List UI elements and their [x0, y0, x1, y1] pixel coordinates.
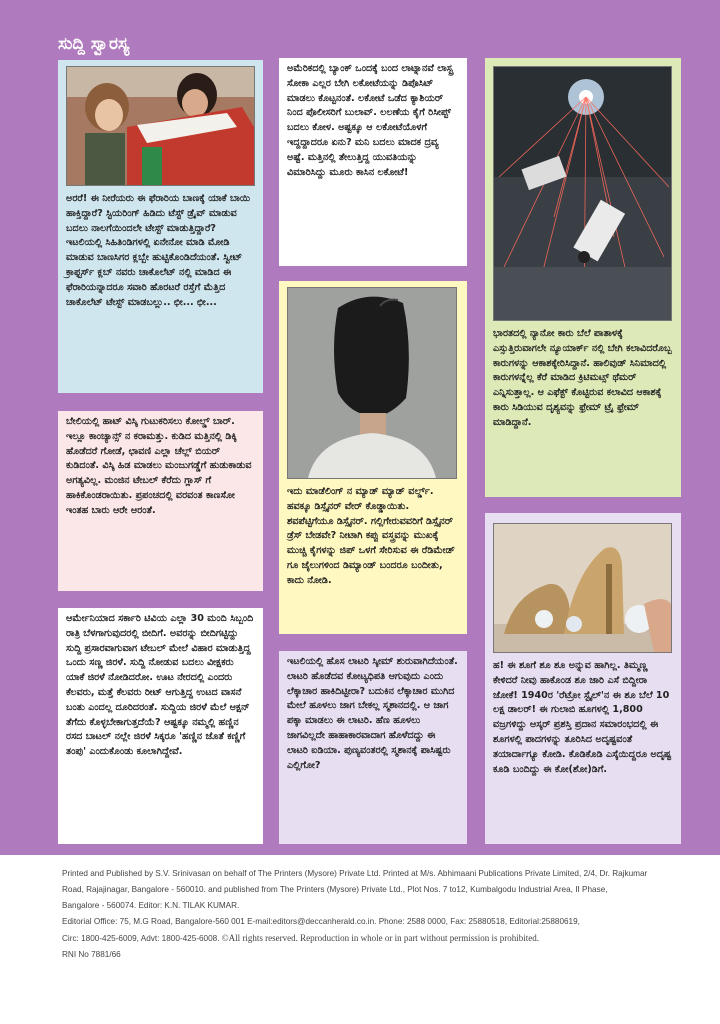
exploding-cars-photo — [493, 66, 672, 321]
imprint-footer — [62, 866, 662, 963]
diamond-shoes-photo — [493, 523, 672, 653]
story-ferrari-text: ಅರರೆ! ಈ ನೀರೆಯರು ಈ ಫೆರಾರಿಯ ಬಾಣಕ್ಕೆ ಯಾಕೆ ಬಾಯಿ ಹಾಕ್ತಿದ್ದಾರೆ? ಸ್ಟಿಯರಿಂಗ್ ಹಿಡಿದು ಟೆಸ್ಟ್ ಡ್ರೈವ್ ಮಾಡುವ ಬದಲು ನಾಲಗೆಯಿಂದಲೇ ಟೇಸ್ಟ್ ಮಾಡುತ್ತಿದ್ದಾರೆ? ಇಟಲಿಯಲ್ಲಿ ಸಿಹಿತಿಂಡಿಗಳಲ್ಲಿ ಏನೇನೋ ಮಾಡಿ ಮೋಡಿ ಮಾಡುವ ಬಾಣಸಿಗರ ಕ್ಲಬ್ಬೇ ಹುಟ್ಟಿಕೊಂಡಿದೆಯಂತೆ. ಸ್ವೀಟ್ ಕ್ರಾಫ್ಟರ್ಸ್ ಕ್ಲಬ್ ನವರು ಚಾಕೊಲೆಟ್ ನಲ್ಲಿ ಮಾಡಿದ ಈ ಫೆರಾರಿಯನ್ನಾದರೂ ಸವಾರಿ ಹೊರಟರೆ ರಸ್ತೆಗೆ ಮೆತ್ತಿದ ಚಾಕೊಲೆಟ್ ಟೇಸ್ಟ್ ಮಾಡಬಲ್ಲು.. ಛೀ... ಛೀ... — [66, 193, 251, 308]
story-ferrari-box — [58, 60, 263, 393]
story-icebar-text: ಬೇಲಿಯಲ್ಲಿ ಹಾಟ್ ವಿಸ್ಕಿ ಗುಟುಕರಿಸಲು ಕೋಲ್ಡ್ ಬಾರ್. ಇಲ್ಲೂ ಕಾಂಚ್ಯಾನ್ಸ್ ನ ಕರಾಮತ್ತು. ಕುಡಿದ ಮತ್ತಿನಲ್ಲಿ ಡಿಕ್ಕಿ ಹೊಡೆದರೆ ಗೋಡೆ, ಛಾವಣಿ ಎಲ್ಲಾ ಚೆಲ್ಲ್ ಬಿಯರ್ ಕುಡಿದಂತೆ. ವಿಸ್ಕಿ ಹಿಡ ಮಾಡಲು ಮಂಜುಗಡ್ಡೆಗೆ ಹುಡುಕಾಡುವ ಅಗತ್ಯವಿಲ್ಲ. ಮಂಜಿನ ಟೇಬಲ್ ಕೆರೆದು ಗ್ಲಾಸ್ ಗೆ ಹಾಕಿಕೊಂಡರಾಯಿತು. ಪ್ರಪಂಚದಲ್ಲಿ ವರವಂತ ಕಾಣಸೋ ಇಂತಹ ಬಾರು ಆರೇ ಆರಂತೆ. — [66, 416, 252, 516]
story-hood-box — [279, 281, 467, 634]
story-cockroach-text: ಆರ್ಮೇನಿಯಾದ ಸರ್ಕಾರಿ ಟಿವಿಯ ಎಲ್ಲಾ 30 ಮಂದಿ ಸಿಬ್ಬಂದಿ ರಾತ್ರಿ ಬೆಳಗಾಗುವುದರಲ್ಲಿ ಬೀದಿಗೆ. ಅವರನ್ನು ಬೀದಿಗಟ್ಟಿದ್ದು ಸುದ್ದಿ ಪ್ರಸಾರವಾಗುವಾಗ ಟೇಬಲ್ ಮೇಲೆ ವಿಹಾರ ಮಾಡುತ್ತಿದ್ದ ಒಂದು ಸಣ್ಣ ಜಿರಳೆ. ಸುದ್ದಿ ನೋಡುವ ಬದಲು ವೀಕ್ಷಕರು ಯಾಕೆ ಜಿರಳೆ ನೋಡಿದರೋ. ಊಟ ನೇರದಲ್ಲಿ ಎಂದರು ಕೆಲವರು, ಮತ್ತೆ ಕೆಲವರು ರೀಟ್ ಆಗುತ್ತಿದ್ದ ಉಟದ ವಾಸನೆ ಬಂತು ಎಂದಲ್ಲ ದೂರಿದರಂತೆ. ಸುದ್ದಿಯ ಜಿರಳೆ ಮೆಲೆ ಆಕ್ಷನ್ ತೆಗೆದು ಕೊಳ್ಳಬೇಕಾಗುತ್ತದೆಯೆ? ಆಷ್ಟಕ್ಕೂ ನಮ್ಮಲ್ಲಿ ಹಣ್ಣಿನ ರಸದ ಬಾಟಲ್ ನಲ್ಲೇ ಜಿರಳೆ ಸಿಕ್ಕರೂ 'ಹಣ್ಣಿನ ಜೊತೆ ಕಣ್ಣಿಗೆ ತಂಪು' ಎಂದುಕೊಂಡು ಕೂಲಾಗಿದ್ದೇವೆ. — [66, 613, 254, 758]
copyright-notice: ©All rights reserved. Reproduction in whole or in part without permission is prohibited. — [221, 933, 540, 943]
imprint-contacts: Circ: 1800-425-6009, Advt: 1800-425-6008. — [62, 934, 222, 943]
story-cockroach-box — [58, 608, 263, 844]
story-icebar-box — [58, 411, 263, 591]
girls-chocolate-car-photo — [66, 66, 255, 186]
imprint-line-1: Printed and Published by S.V. Srinivasan on behalf of The Printers (Mysore) Private Ltd. Printed at M/s. Abhimaani Publications Private Limited, 2/4, Dr. Rajkumar — [62, 869, 648, 878]
story-cars-box — [485, 58, 681, 497]
story-hood-text: ಇದು ಮಾಡೆಲಿಂಗ್ ನ ಮ್ಯಾಡ್ ಮ್ಯಾಡ್ ವರ್ಲ್ಡ್. ಹವಕ್ಕೂ ಡಿಸ್ಸೈನರ್ ವೇರ್ ಕೊಡ್ಡಾಯಿತು. ಶವಪೆಟ್ಟಿಗೆಯೂ ಡಿಸ್ಸೈನರ್. ಗಲ್ಲಿಗೇರುವವರಿಗೆ ಡಿಸ್ಸೈನರ್ ಡ್ರೆಸ್ ಬೇಡವೇ? ನೀಟಾಗಿ ಕಪ್ಪು ವಸ್ತ್ರವನ್ನು ಮುಖಕ್ಕೆ ಮುಚ್ಚಿ ಕೈಗಳನ್ನು ಜಿಪ್ ಒಳಗೆ ಸೇರಿಸುವ ಈ ರೆಡಿಮೇಡ್ ಗೂ ಜೈಲುಗಳಿಂದ ಡಿಮ್ಯಾಂಡ್ ಬಂದರೂ ಬಂದೀತು, ಕಾದು ನೋಡಿ. — [287, 486, 455, 586]
story-lottery-box — [279, 651, 467, 844]
imprint-line-3: Bangalore - 560074. Editor: K.N. TILAK KUMAR. — [62, 901, 240, 910]
imprint-line-2: Road, Rajajinagar, Bangalore - 560010. and published from The Printers (Mysore) Private Ltd., Plot Nos. 7 to12, Kumbalgodu Industrial Area, II Phase, — [62, 885, 608, 894]
imprint-line-5 — [62, 930, 662, 947]
story-shoes-text: ಹ! ಈ ಶೂಗೆ ಶೂ ಶೂ ಅನ್ನುವ ಹಾಗಿಲ್ಲ. ತಿಮ್ಮಣ್ಣ ಕೇಳಿದರೆ ನೀವು ಹಾಕೊಂಡ ಶೂ ಜಾರಿ ಎಸೆ ಬಿದ್ದೀರಾ ಜೋಕೆ! 1940ರ 'ರೆಟ್ರೋ ಸ್ಟೈಲ್'ನ ಈ ಶೂ ಬೆಲೆ 10 ಲಕ್ಷ ಡಾಲರ್! ಈ ಗುಲಾಬಿ ಹೂಗಳಲ್ಲಿ 1,800 ವಜ್ರಗಳಿದ್ದು ಆಸ್ಕರ್ ಪ್ರಶಸ್ತಿ ಪ್ರದಾನ ಸಮಾರಂಭದಲ್ಲಿ ಈ ಶೂಗಳಲ್ಲಿ ಪಾದಗಳನ್ನು ತೂರಿಸಿದ ಅದೃಷ್ಟವಂತೆ ತಯಾರ್ದಾಗ್ಯೂ ಕೋಡಿ. ಕೊಡಿಕೊಡಿ ಎಸ್ಕೆಯಿದ್ದರೂ ಅದೃಷ್ಟ ಕೂಡಿ ಬಂದಿದ್ದು ಈ ಕೋ(ಶೋ)ಡಿಗೆ. — [493, 660, 672, 775]
black-hood-mannequin-photo — [287, 287, 457, 479]
story-cars-text: ಭಾರತದಲ್ಲಿ ನ್ಯಾನೋ ಕಾರು ಬೆಲೆ ಪಾತಾಳಕ್ಕೆ ಎಸ್ಸುತ್ತಿರುವಾಗಲೇ ನ್ಯೂಯಾರ್ಕ್ ನಲ್ಲಿ ಬೇಗಿ ಕಲಾವಿದರೊಬ್ಬ ಕಾರುಗಳನ್ನು ಆಕಾಶಕ್ಕೇರಿಸಿದ್ದಾನೆ. ಹಾಲಿವುಡ್ ಸಿನಿಮಾದಲ್ಲಿ ಕಾರುಗಳನ್ನೆಲ್ಲ ಕೆರೆ ಮಾಡಿದ ಕ್ರಿಟಿಮಟ್ಸ್ ಥೆಮರ್ ಎನ್ನಿಸುತ್ತಾಲ್ಲ. ಆ ಎಫೆಕ್ಟ್ ಕೊಟ್ಟಿರುವ ಕಲಾವಿದ ಆಕಾಶಕ್ಕೆ ಕಾರು ಸಿಡಿಯುವ ದೃಶ್ಯವನ್ನು ಫ್ರೇಮ್ ಟ್ರೈ ಫ್ರೇಮ್ ಮಾಡಿದ್ದಾನೆ. — [493, 328, 672, 428]
story-lottery-text: ಇಟಲಿಯಲ್ಲಿ ಹೊಸ ಲಾಟರಿ ಸ್ಕೀಮ್ ಶುರುವಾಗಿದೆಯಂತೆ. ಲಾಟರಿ ಹೊಡೆದವ ಕೋಟ್ಯಧಿಪತಿ ಆಗುವುದು ಎಂದು ಲೆಕ್ಕಾಚಾರ ಹಾಕಿದಿಟ್ಟೀರಾ? ಬದುಕಿನ ಲೆಕ್ಕಾಚಾರ ಮುಗಿದ ಮೇಲೆ ಹೂಳಲು ಜಾಗ ಬೇಕಲ್ಲ ಸ್ಮಶಾನದಲ್ಲಿ. ಆ ಜಾಗ ಪಕ್ಕಾ ಮಾಡಲು ಈ ಲಾಟರಿ. ಹೆಣ ಹೂಳಲು ಜಾಗವಿಲ್ಲದೇ ಹಾಹಾಕಾರವಾದಾಗ ಹೊಳೆದದ್ದು ಈ ಲಾಟರಿ ಐಡಿಯಾ. ಪುಣ್ಯವಂತರಲ್ಲಿ ಸ್ಮಶಾನಕ್ಕೆ ಪಾಸಿಷ್ಟರು ಎಲ್ಲಿಗೋ? — [287, 656, 458, 771]
story-envelope-box — [279, 58, 467, 266]
section-title: ಸುದ್ದಿ ಸ್ವಾರಸ್ಯ — [58, 34, 130, 54]
story-envelope-text: ಅಮೆರಿಕದಲ್ಲಿ ಬ್ಯಾಂಕ್ ಒಂದಕ್ಕೆ ಬಂದ ಲಾಟ್ನಾನವೆ ಲಾಸ್ಟ್ರ ಸೋಕಾ ಎಲ್ಲರ ಬೇಗಿ ಲಕೋಟೆಯನ್ನು ಡಿಪೊಸಿಟ್ ಮಾಡಲು ಕೊಟ್ಟನಂತೆ. ಲಕೋಟೆ ಒಡೆದ ಕ್ಯಾಶಿಯರ್ ನಿಂದ ಪೊಲೀಸರಿಗೆ ಬುಲಾವ್. ಲಲಣೆಯ ಕೈಗೆ ರಿಸೀಪ್ಟ್ ಬದಲು ಕೋಳ. ಅಷ್ಟಕ್ಕೂ ಆ ಲಕೋಟೆಯೊಳಗೆ ಇದ್ದದ್ದಾದರೂ ಏನು? ಮನಿ ಬದಲು ಮಾದಕ ದ್ರವ್ಯ ಅಷ್ಟೆ. ಮತ್ತಿನಲ್ಲಿ ತೇಲುತ್ತಿದ್ದ ಯುವತಿಯನ್ನು ವಿಮಾರಿಸಿದ್ದು ಮೂರು ಕಾಸಿನ ಲಕೋಟೆ! — [287, 63, 453, 178]
story-shoes-box — [485, 513, 681, 844]
rni-number: RNI No 7881/66 — [62, 950, 121, 959]
imprint-line-4: Editorial Office: 75, M.G Road, Bangalore-560 001 E-mail:editors@deccanherald.co.in. Phone: 2588 0000, Fax: 25880518, Editorial:25880619, — [62, 917, 580, 926]
